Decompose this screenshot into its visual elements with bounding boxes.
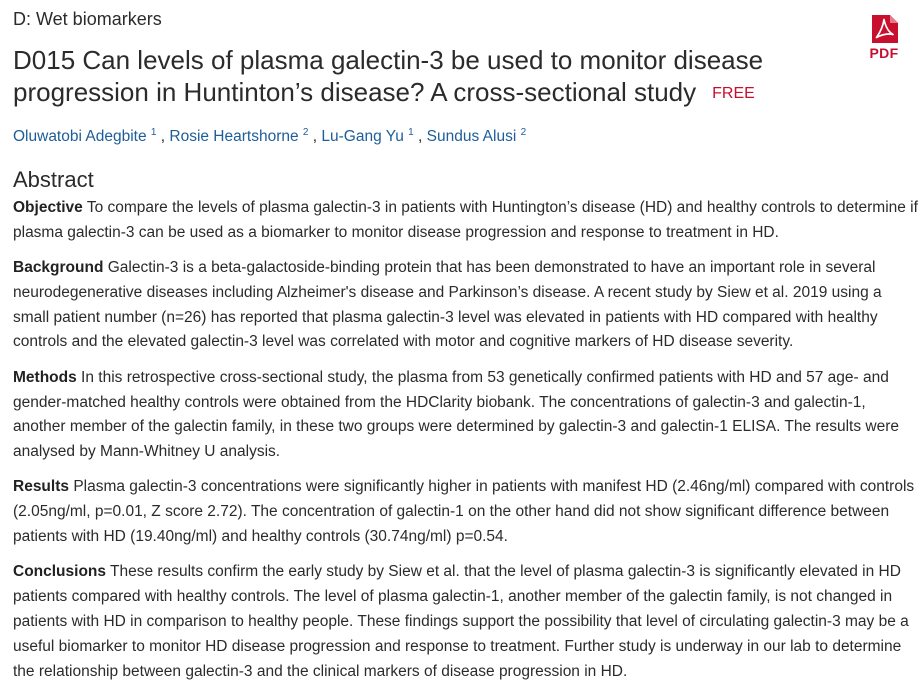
pdf-label[interactable]: PDF xyxy=(869,45,899,61)
section-text: Galectin-3 is a beta-galactoside-binding protein that has been demonstrated to have an important role in several neurodegenerative diseases including Alzheimer's disease and Parkinson’s disease. A recent study by Siew et al. 2019 using a small patient number (n=26) has reported that plasma galectin-3 level was elevated in patients with HD compared with healthy controls and the elevated galectin-3 level was correlated with motor and cognitive markers of HD disease severity. xyxy=(13,259,882,351)
section-heading: Objective xyxy=(13,199,83,216)
author-name[interactable]: Rosie Heartshorne xyxy=(169,128,299,145)
author-name[interactable]: Sundus Alusi xyxy=(426,128,517,145)
section-text: To compare the levels of plasma galectin-3 in patients with Huntington’s disease (HD) and healthy controls to determine if plasma galectin-3 can be used as a biomarker to monitor disease progression and response to treatment in HD. xyxy=(13,199,918,241)
section-text: Plasma galectin-3 concentrations were significantly higher in patients with manifest HD (2.46ng/ml) compared with controls (2.05ng/ml, p=0.01, Z score 2.72). The concentration of galectin-1 on the other hand did not show significant difference between patients with HD (19.40ng/ml) and healthy controls (30.74ng/ml) p=0.54. xyxy=(13,478,915,546)
abstract-body xyxy=(13,196,919,695)
section-heading: Results xyxy=(13,478,69,496)
abstract-section-methods xyxy=(13,366,919,465)
author-separator: , xyxy=(308,128,322,145)
section-text: In this retrospective cross-sectional study, the plasma from 53 genetically confirmed patients with HD and 57 age- and gender-matched healthy controls were obtained from the HDClarity biobank. The concentrations of galectin-3 and galectin-1, another member of the galectin family, in these two groups were determined by galectin-3 and galectin-1 ELISA. The results were analysed by Mann-Whitney U analysis. xyxy=(13,368,899,461)
article-title-text: D015 Can levels of plasma galectin-3 be used to monitor disease progression in Huntinton’s disease? A cross-sectional study xyxy=(13,45,764,107)
pdf-download-link[interactable] xyxy=(866,14,902,61)
article-title xyxy=(13,44,843,110)
abstract-section-conclusions xyxy=(13,560,919,684)
author-name[interactable]: Lu-Gang Yu xyxy=(321,128,404,145)
pdf-icon xyxy=(869,14,899,44)
section-heading: Background xyxy=(13,259,104,277)
author-list xyxy=(13,128,526,146)
author-link[interactable] xyxy=(169,128,308,145)
author-separator: , xyxy=(156,128,170,145)
free-access-badge: FREE xyxy=(712,85,755,102)
author-link[interactable] xyxy=(427,128,527,145)
author-name[interactable]: Oluwatobi Adegbite xyxy=(13,128,147,145)
author-affiliation: 1 xyxy=(150,127,157,138)
author-link[interactable] xyxy=(321,128,413,145)
author-separator: , xyxy=(413,128,427,145)
section-heading: Conclusions xyxy=(13,563,107,581)
section-label: D: Wet biomarkers xyxy=(13,9,162,29)
section-text: These results confirm the early study by Siew et al. that the level of plasma galectin-3 is significantly elevated in HD patients compared with healthy controls. The level of plasma galectin-1, another member of the galectin family, is not changed in patients with HD in comparison to healthy people. These findings support the possibility that level of circulating galectin-3 may be a useful biomarker to monitor HD disease progression and response to treatment. Further study is underway in our lab to determine the relationship between galectin-3 and the clinical markers of disease progression in HD. xyxy=(13,563,909,680)
author-affiliation: 2 xyxy=(520,127,527,138)
abstract-heading: Abstract xyxy=(13,167,94,192)
author-affiliation: 1 xyxy=(408,127,414,138)
abstract-section-results xyxy=(13,475,919,549)
author-affiliation: 2 xyxy=(302,127,309,138)
abstract-section-objective xyxy=(13,196,919,246)
abstract-section-background xyxy=(13,256,919,355)
author-link[interactable] xyxy=(13,128,156,145)
section-heading: Methods xyxy=(13,368,77,386)
